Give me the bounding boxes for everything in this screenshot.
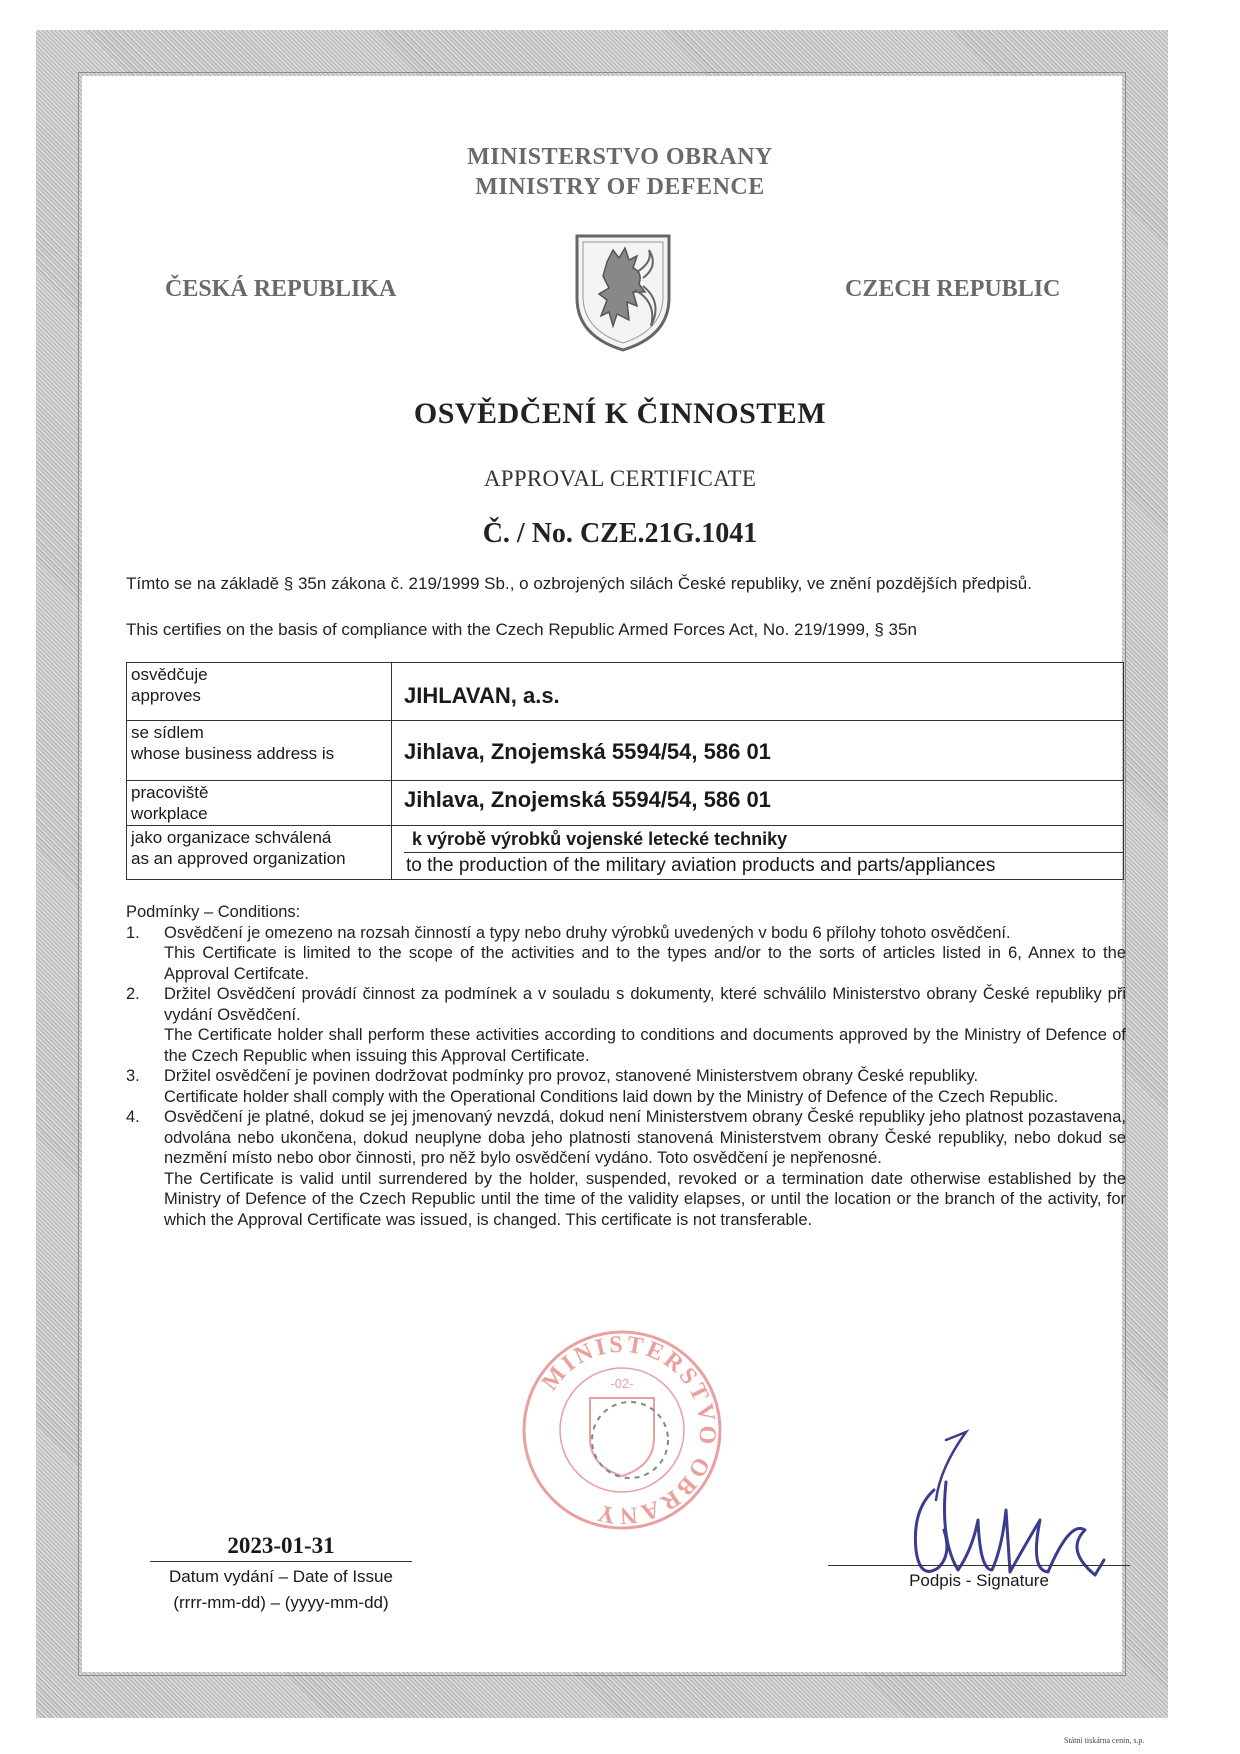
- issue-date-format: (rrrr-mm-dd) – (yyyy-mm-dd): [173, 1593, 389, 1612]
- condition-number: 1.: [126, 923, 140, 942]
- condition-number: 2.: [126, 985, 140, 1003]
- condition-text-cz: Osvědčení je omezeno na rozsah činností a typy nebo druhy výrobků uvedených v bodu 6 přílohy tohoto osvědčení.: [164, 923, 1011, 942]
- label-en: approves: [131, 686, 201, 705]
- approval-scope-cz: k výrobě výrobků vojenské letecké techniky: [412, 829, 788, 849]
- table-row: [127, 826, 1124, 880]
- country-cz: ČESKÁ REPUBLIKA: [165, 276, 397, 302]
- approval-scope: [392, 826, 1124, 880]
- condition-text-en: The Certificate holder shall perform these activities according to conditions and documents approved by the Ministry of Defence of the Czech Republic when issuing this Approval Certificate.: [164, 1026, 1126, 1065]
- label-cz: se sídlem: [131, 723, 204, 742]
- condition-text-cz: Držitel Osvědčení provádí činnost za podmínek a v souladu s dokumenty, které schválilo Ministerstvo obrany České republiky při vydání Osvědčení.: [164, 985, 1126, 1024]
- conditions-heading: Podmínky – Conditions:: [126, 903, 301, 921]
- table-row: [127, 721, 1124, 781]
- ministry-en: MINISTRY OF DEFENCE: [475, 174, 765, 200]
- business-address: Jihlava, Znojemská 5594/54, 586 01: [392, 721, 1124, 781]
- label-en: as an approved organization: [131, 849, 346, 868]
- condition-number: 4.: [126, 1108, 140, 1126]
- row-label: [127, 663, 392, 721]
- ministry-heading: [0, 142, 1240, 202]
- table-row: [127, 663, 1124, 721]
- condition-item: [126, 984, 1126, 1066]
- certificate-number-value: CZE.21G.1041: [579, 518, 758, 549]
- certificate-number-prefix: Č. / No.: [482, 518, 573, 549]
- approved-company: JIHLAVAN, a.s.: [392, 663, 1124, 721]
- certificate-subtitle: APPROVAL CERTIFICATE: [483, 466, 757, 491]
- certificate-number: [0, 518, 1240, 550]
- stamp-text: MINISTERSTVO OBRANY: [537, 1331, 721, 1529]
- issue-date-block: [150, 1533, 412, 1614]
- row-label: [127, 721, 392, 781]
- condition-text-cz: Držitel osvědčení je povinen dodržovat podmínky pro provoz, stanovené Ministerstvem obrany České republiky.: [164, 1067, 979, 1085]
- condition-item: [126, 923, 1126, 985]
- ministry-cz: MINISTERSTVO OBRANY: [467, 144, 773, 170]
- legal-basis-en: This certifies on the basis of compliance with the Czech Republic Armed Forces Act, No. 219/1999, § 35n: [126, 620, 917, 639]
- row-label: [127, 826, 392, 880]
- label-en: whose business address is: [131, 744, 335, 763]
- issue-date: 2023-01-31: [150, 1533, 412, 1562]
- condition-text-en: This Certificate is limited to the scope of the activities and to the types and/or to the sorts of articles listed in 6, Annex to the Approval Certifcate.: [164, 944, 1126, 983]
- label-cz: jako organizace schválená: [131, 828, 332, 847]
- condition-text-en: The Certificate is valid until surrendered by the holder, suspended, revoked or a termination date otherwise established by the Ministry of Defence of the Czech Republic until the time of the validity elapses, or until the location or the branch of the activity, for which the Approval Certificate was issued, is changed. This certificate is not transferable.: [164, 1169, 1126, 1229]
- certificate-title: OSVĚDČENÍ K ČINNOSTEM: [413, 397, 827, 430]
- conditions-section: [126, 902, 1126, 1230]
- condition-text-cz: Osvědčení je platné, dokud se jej jmenovaný nevzdá, dokud není Ministerstvem obrany České republiky jeho platnost pozastavena, odvolána nebo ukončena, dokud neuplyne doba jeho platnosti stanovená Ministerstvem obrany České republiky, nebo dokud se nezmění místo nebo obor činnosti, pro něž bylo osvědčení vydáno. Toto osvědčení je nepřenosné.: [164, 1108, 1126, 1167]
- printer-mark: Státní tiskárna cenin, s.p.: [1064, 1736, 1145, 1745]
- label-cz: osvědčuje: [131, 665, 208, 684]
- label-cz: pracoviště: [131, 783, 209, 802]
- issue-date-label: Datum vydání – Date of Issue: [169, 1567, 393, 1586]
- row-label: [127, 781, 392, 826]
- approval-scope-en: to the production of the military aviation products and parts/appliances: [404, 852, 1123, 879]
- table-row: [127, 781, 1124, 826]
- workplace-address: Jihlava, Znojemská 5594/54, 586 01: [392, 781, 1124, 826]
- approval-table: [126, 662, 1124, 880]
- country-en: CZECH REPUBLIC: [845, 276, 1061, 302]
- condition-item: [126, 1066, 1126, 1107]
- stamp-number: -02-: [610, 1376, 634, 1391]
- signature-line: [828, 1565, 1130, 1566]
- condition-text-en: Certificate holder shall comply with the Operational Conditions laid down by the Ministry of Defence of the Czech Republic.: [164, 1087, 1059, 1106]
- signature-label: Podpis - Signature: [909, 1571, 1049, 1590]
- condition-item: [126, 1107, 1126, 1230]
- legal-basis-cz: Tímto se na základě § 35n zákona č. 219/1999 Sb., o ozbrojených silách České republiky, ve znění pozdějších předpisů.: [126, 574, 1032, 593]
- label-en: workplace: [131, 804, 208, 823]
- czech-lion-coat-of-arms-icon: [573, 232, 673, 354]
- condition-number: 3.: [126, 1067, 140, 1085]
- official-stamp-icon: [520, 1328, 724, 1532]
